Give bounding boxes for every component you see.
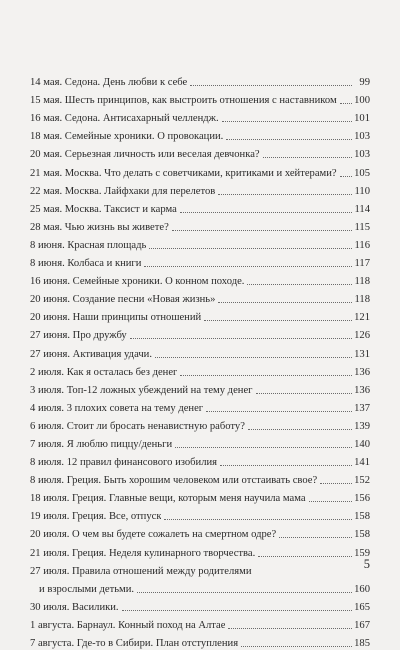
toc-entry bbox=[30, 270, 370, 288]
toc-entry-page: 115 bbox=[354, 221, 370, 233]
toc-entry bbox=[30, 216, 370, 234]
toc-entry-title: 20 июля. О чем вы будете сожалеть на смертном одре? bbox=[30, 529, 277, 541]
toc-entry-page: 136 bbox=[354, 384, 370, 396]
dot-leader bbox=[137, 592, 352, 593]
toc-entry bbox=[30, 487, 370, 505]
dot-leader bbox=[175, 447, 352, 448]
toc-entry bbox=[30, 288, 370, 306]
toc-entry-page: 141 bbox=[354, 457, 370, 469]
dot-leader bbox=[228, 628, 352, 629]
toc-entry-title: 19 июля. Греция. Все, отпуск bbox=[30, 511, 162, 523]
toc-entry-page: 136 bbox=[354, 366, 370, 378]
toc-entry bbox=[30, 125, 370, 143]
toc-entry bbox=[30, 469, 370, 487]
toc-entry-page: 103 bbox=[354, 131, 370, 143]
toc-entry-page: 105 bbox=[354, 167, 370, 179]
toc-entry-title: и взрослыми детьми. bbox=[39, 583, 135, 595]
dot-leader bbox=[180, 375, 352, 376]
toc-entry bbox=[30, 252, 370, 270]
toc-entry bbox=[30, 379, 370, 397]
toc-entry-title: 1 августа. Барнаул. Конный поход на Алтае bbox=[30, 619, 226, 631]
toc-entry-title: 16 мая. Седона. Антисахарный челлендж. bbox=[30, 113, 219, 125]
dot-leader bbox=[309, 501, 352, 502]
dot-leader bbox=[155, 357, 352, 358]
dot-leader bbox=[247, 284, 352, 285]
toc-entry-title: 15 мая. Шесть принципов, как выстроить отношения с наставником bbox=[30, 95, 337, 107]
dot-leader bbox=[149, 248, 352, 249]
toc-entry bbox=[30, 523, 370, 541]
toc-entry bbox=[30, 578, 370, 596]
toc-entry-page: 118 bbox=[354, 276, 370, 288]
toc-entry-title: 6 июля. Стоит ли бросать ненавистную работу? bbox=[30, 420, 245, 432]
dot-leader bbox=[220, 465, 352, 466]
toc-entry bbox=[30, 107, 370, 125]
toc-entry bbox=[30, 143, 370, 161]
toc-entry-title: 2 июля. Как я осталась без денег bbox=[30, 366, 178, 378]
toc-entry-page: 159 bbox=[354, 547, 370, 559]
toc-entry-page: 118 bbox=[354, 294, 370, 306]
dot-leader bbox=[279, 537, 352, 538]
toc-entry-title: 3 июля. Топ-12 ложных убеждений на тему денег bbox=[30, 384, 253, 396]
dot-leader bbox=[320, 483, 352, 484]
toc-entry-title: 4 июля. 3 плохих совета на тему денег bbox=[30, 402, 204, 414]
table-of-contents bbox=[30, 71, 370, 650]
toc-entry bbox=[30, 505, 370, 523]
toc-entry-page: 156 bbox=[354, 493, 370, 505]
toc-entry-page: 137 bbox=[354, 402, 370, 414]
toc-entry-title: 21 мая. Москва. Что делать с советчиками, критиками и хейтерами? bbox=[30, 167, 337, 179]
toc-entry bbox=[30, 397, 370, 415]
toc-entry-page: 101 bbox=[354, 113, 370, 125]
toc-entry-page: 114 bbox=[354, 203, 370, 215]
toc-entry-page: 103 bbox=[354, 149, 370, 161]
dot-leader bbox=[204, 320, 352, 321]
dot-leader bbox=[263, 157, 352, 158]
toc-entry bbox=[30, 632, 370, 650]
toc-entry bbox=[30, 560, 370, 578]
toc-entry-page: 131 bbox=[354, 348, 370, 360]
dot-leader bbox=[122, 610, 352, 611]
toc-entry bbox=[30, 541, 370, 559]
dot-leader bbox=[164, 519, 352, 520]
toc-entry-title: 22 мая. Москва. Лайфхаки для перелетов bbox=[30, 185, 216, 197]
dot-leader bbox=[130, 338, 352, 339]
toc-entry-title: 14 мая. Седона. День любви к себе bbox=[30, 77, 188, 89]
dot-leader bbox=[222, 121, 352, 122]
dot-leader bbox=[218, 302, 352, 303]
toc-entry bbox=[30, 180, 370, 198]
toc-entry-title: 27 июля. Правила отношений между родителями bbox=[30, 565, 252, 577]
toc-entry-title: 20 июня. Создание песни «Новая жизнь» bbox=[30, 294, 216, 306]
toc-entry bbox=[30, 161, 370, 179]
toc-entry bbox=[30, 361, 370, 379]
toc-entry-title: 8 июля. 12 правил финансового изобилия bbox=[30, 457, 218, 469]
dot-leader bbox=[218, 194, 352, 195]
toc-entry-page: 100 bbox=[354, 95, 370, 107]
page-number: 5 bbox=[363, 557, 370, 571]
toc-entry-title: 16 июня. Семейные хроники. О конном походе. bbox=[30, 276, 245, 288]
dot-leader bbox=[226, 139, 352, 140]
toc-entry-title: 30 июля. Василики. bbox=[30, 601, 119, 613]
toc-entry bbox=[30, 596, 370, 614]
toc-entry-page: 110 bbox=[354, 185, 370, 197]
toc-entry-title: 7 июля. Я люблю пиццу/деньги bbox=[30, 438, 173, 450]
toc-entry bbox=[30, 614, 370, 632]
dot-leader bbox=[190, 85, 352, 86]
dot-leader bbox=[172, 230, 352, 231]
toc-entry-page: 139 bbox=[354, 420, 370, 432]
toc-entry bbox=[30, 342, 370, 360]
toc-entry bbox=[30, 306, 370, 324]
toc-entry-page: 165 bbox=[354, 601, 370, 613]
toc-entry-title: 28 мая. Чью жизнь вы живете? bbox=[30, 221, 169, 233]
toc-entry-title: 25 мая. Москва. Таксист и карма bbox=[30, 203, 177, 215]
toc-entry-page: 185 bbox=[354, 638, 370, 649]
toc-entry bbox=[30, 451, 370, 469]
dot-leader bbox=[241, 646, 352, 647]
dot-leader bbox=[256, 393, 353, 394]
dot-leader bbox=[180, 212, 352, 213]
toc-entry-title: 27 июня. Про дружбу bbox=[30, 330, 127, 342]
toc-entry bbox=[30, 433, 370, 451]
toc-entry-title: 27 июня. Активация удачи. bbox=[30, 348, 152, 360]
toc-entry-title: 20 мая. Серьезная личность или веселая девчонка? bbox=[30, 149, 260, 161]
toc-entry-page: 126 bbox=[354, 330, 370, 342]
toc-entry-title: 18 июля. Греция. Главные вещи, которым меня научила мама bbox=[30, 493, 306, 505]
toc-entry-title: 21 июля. Греция. Неделя кулинарного творчества. bbox=[30, 547, 256, 559]
toc-entry-page: 158 bbox=[354, 511, 370, 523]
dot-leader bbox=[340, 176, 352, 177]
toc-entry-title: 7 августа. Где-то в Сибири. План отступления bbox=[30, 638, 239, 649]
toc-entry-page: 158 bbox=[354, 529, 370, 541]
toc-entry-page: 121 bbox=[354, 312, 370, 324]
toc-entry-title: 8 июня. Колбаса и книги bbox=[30, 258, 142, 270]
toc-entry bbox=[30, 71, 370, 89]
dot-leader bbox=[206, 411, 352, 412]
toc-entry-title: 18 мая. Семейные хроники. О провокации. bbox=[30, 131, 224, 143]
toc-entry-page: 140 bbox=[354, 438, 370, 450]
toc-entry-page: 160 bbox=[354, 583, 370, 595]
toc-entry bbox=[30, 89, 370, 107]
dot-leader bbox=[144, 266, 352, 267]
toc-entry bbox=[30, 415, 370, 433]
toc-entry bbox=[30, 324, 370, 342]
toc-entry-page: 99 bbox=[359, 77, 370, 89]
dot-leader bbox=[340, 103, 352, 104]
toc-entry-page: 117 bbox=[354, 258, 370, 270]
toc-entry bbox=[30, 234, 370, 252]
toc-entry-page: 116 bbox=[354, 239, 370, 251]
dot-leader bbox=[248, 429, 352, 430]
toc-entry-title: 8 июля. Греция. Быть хорошим человеком или отстаивать свое? bbox=[30, 475, 318, 487]
toc-entry-page: 152 bbox=[354, 475, 370, 487]
toc-entry-page: 167 bbox=[354, 619, 370, 631]
dot-leader bbox=[258, 556, 352, 557]
toc-entry-title: 8 июня. Красная площадь bbox=[30, 239, 147, 251]
toc-entry bbox=[30, 198, 370, 216]
toc-entry-title: 20 июня. Наши принципы отношений bbox=[30, 312, 202, 324]
